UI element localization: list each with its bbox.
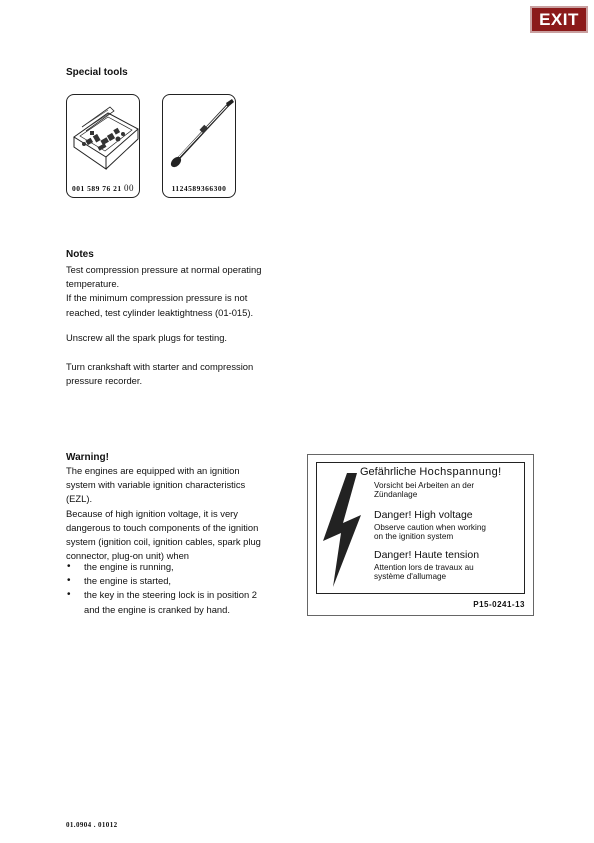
warning-line: system (ignition coil, ignition cables, spark plug	[66, 536, 261, 548]
notes-line: reached, test cylinder leaktightness (01-015).	[66, 306, 254, 318]
label-reference: P15-0241-13	[473, 600, 525, 609]
tool-card-recorder	[162, 94, 236, 198]
label-de-title	[360, 466, 502, 478]
notes-line: temperature.	[66, 278, 120, 290]
list-item	[66, 588, 296, 602]
list-item	[66, 560, 296, 574]
bullet-text: the engine is started,	[84, 575, 172, 587]
warning-line: connector, plug-on unit) when	[66, 550, 189, 562]
bullet-text: the key in the steering lock is in position 2	[84, 589, 258, 601]
label-fr-sub-2: système d'allumage	[374, 572, 447, 581]
notes-heading: Notes	[66, 249, 94, 260]
warning-line: The engines are equipped with an ignition	[66, 465, 240, 476]
bullet-glyph: •	[67, 561, 71, 572]
special-tools-heading: Special tools	[66, 67, 128, 78]
bullet-text: the engine is running,	[84, 561, 174, 572]
warning-line: (EZL).	[66, 493, 93, 505]
high-voltage-label	[316, 462, 525, 594]
bullet-glyph: •	[67, 575, 71, 587]
high-voltage-label-figure	[307, 454, 534, 616]
lightning-bolt-icon	[321, 471, 365, 589]
notes-line: Test compression pressure at normal operating	[66, 264, 262, 275]
bullet-glyph: •	[67, 589, 71, 601]
tool-code-1-number: 001 589 76 21	[72, 184, 122, 193]
warning-bullet-list	[66, 560, 296, 617]
tool-code-1	[67, 183, 139, 193]
warning-line: system with variable ignition characteristics	[66, 479, 246, 491]
warning-heading: Warning!	[66, 452, 109, 463]
label-de-title-b: Hochspannung!	[419, 466, 502, 478]
warning-line: Because of high ignition voltage, it is very	[66, 507, 238, 519]
label-en-title: Danger! High voltage	[374, 509, 473, 521]
label-de-sub-1: Vorsicht bei Arbeiten an der	[374, 481, 475, 490]
warning-paragraph	[66, 464, 306, 563]
list-item	[66, 574, 296, 588]
notes-line: If the minimum compression pressure is not	[66, 292, 248, 304]
label-en-sub	[374, 523, 486, 541]
notes-line: Unscrew all the spark plugs for testing.	[66, 332, 228, 343]
label-en-sub-2: on the ignition system	[374, 532, 454, 541]
notes-line: Turn crankshaft with starter and compression	[66, 361, 254, 372]
warning-line: dangerous to touch components of the ignition	[66, 521, 259, 533]
notes-paragraph-1	[66, 263, 306, 320]
label-fr-sub	[374, 563, 474, 581]
label-de-sub-2: Zündanlage	[374, 490, 418, 499]
page-footer-code: 01.0904 . 01012	[66, 821, 118, 829]
label-en-sub-1: Observe caution when working	[374, 523, 486, 532]
tool-card-case	[66, 94, 140, 198]
bullet-text: and the engine is cranked by hand.	[84, 603, 230, 615]
label-fr-title: Danger! Haute tension	[374, 549, 480, 561]
tool-code-2: 1124589366300	[171, 184, 227, 193]
label-fr-sub-1: Attention lors de travaux au	[374, 563, 474, 572]
label-de-title-a: Gefährliche	[360, 466, 417, 478]
compression-tester-image	[164, 97, 236, 177]
notes-line: pressure recorder.	[66, 375, 143, 387]
exit-button[interactable]: EXIT	[530, 6, 588, 33]
tool-code-1-tail: 00	[124, 183, 134, 193]
label-de-sub	[374, 481, 474, 499]
notes-paragraph-3	[66, 360, 306, 388]
tool-case-image	[68, 99, 140, 179]
list-item-continuation	[66, 603, 296, 617]
